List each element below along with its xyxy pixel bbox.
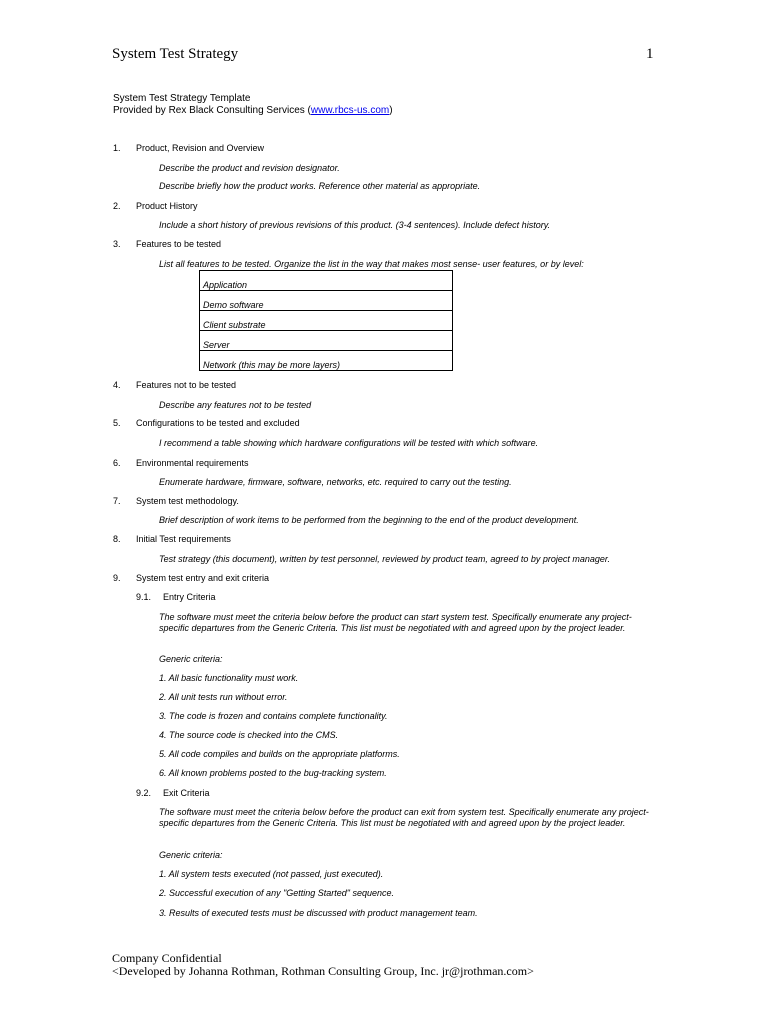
table-cell: Client substrate	[200, 311, 453, 331]
table-row	[200, 351, 453, 371]
section-description: Include a short history of previous revisions of this product. (3-4 sentences). Include defect history.	[159, 220, 551, 230]
criteria-item: 1. All system tests executed (not passed, just executed).	[159, 869, 384, 879]
section-description: Brief description of work items to be performed from the beginning to the end of the product development.	[159, 515, 579, 525]
section-number: 5.	[113, 418, 121, 428]
provider-suffix: )	[389, 105, 393, 116]
section-heading: System test methodology.	[136, 496, 239, 506]
section-heading: Product History	[136, 201, 198, 211]
criteria-item: 5. All code compiles and builds on the appropriate platforms.	[159, 749, 400, 759]
table-cell: Network (this may be more layers)	[200, 351, 453, 371]
generic-criteria-label: Generic criteria:	[159, 850, 223, 860]
table-cell: Application	[200, 271, 453, 291]
subsection-number: 9.1.	[136, 592, 152, 602]
table-cell: Demo software	[200, 291, 453, 311]
rbcs-link[interactable]: www.rbcs-us.com	[310, 105, 390, 116]
table-row	[200, 271, 453, 291]
subsection-heading: Entry Criteria	[163, 592, 216, 602]
features-table	[199, 270, 453, 371]
section-description: List all features to be tested. Organize the list in the way that makes most sense- user features, or by level:	[159, 259, 584, 269]
table-row	[200, 311, 453, 331]
section-heading: Initial Test requirements	[136, 534, 231, 544]
generic-criteria-label: Generic criteria:	[159, 654, 223, 664]
table-row	[200, 291, 453, 311]
subsection-number: 9.2.	[136, 788, 152, 798]
section-heading: Product, Revision and Overview	[136, 143, 265, 153]
footer-confidential: Company Confidential	[112, 951, 222, 965]
section-heading: System test entry and exit criteria	[136, 573, 270, 583]
section-description: Describe the product and revision designator.	[159, 163, 340, 173]
footer-credit: <Developed by Johanna Rothman, Rothman Consulting Group, Inc. jr@jrothman.com>	[112, 964, 534, 978]
section-number: 7.	[113, 496, 121, 506]
section-description: Describe any features not to be tested	[159, 400, 312, 410]
section-number: 4.	[113, 380, 121, 390]
criteria-item: 3. Results of executed tests must be discussed with product management team.	[159, 908, 478, 918]
section-description: Enumerate hardware, firmware, software, networks, etc. required to carry out the testing.	[159, 477, 512, 487]
page-number: 1	[646, 46, 654, 62]
criteria-item: 3. The code is frozen and contains complete functionality.	[159, 711, 388, 721]
section-number: 1.	[113, 143, 121, 153]
provider-prefix: Provided by Rex Black Consulting Services (	[113, 105, 311, 116]
page-title: System Test Strategy	[112, 46, 239, 62]
entry-criteria-paragraph: The software must meet the criteria below before the product can start system test. Specifically enumerate any project-specific departures from the Generic Criteria. This list must be negotiated with and agreed upon by the project leader.	[159, 612, 632, 633]
section-number: 3.	[113, 239, 121, 249]
table-row	[200, 331, 453, 351]
section-description: Describe briefly how the product works. Reference other material as appropriate.	[159, 181, 481, 191]
section-heading: Configurations to be tested and excluded	[136, 418, 300, 428]
criteria-item: 4. The source code is checked into the CMS.	[159, 730, 339, 740]
criteria-item: 2. All unit tests run without error.	[159, 692, 288, 702]
section-number: 9.	[113, 573, 121, 583]
section-number: 2.	[113, 201, 121, 211]
provider-line	[113, 105, 393, 117]
criteria-item: 1. All basic functionality must work.	[159, 673, 299, 683]
table-cell: Server	[200, 331, 453, 351]
template-title: System Test Strategy Template	[113, 93, 251, 104]
section-heading: Features to be tested	[136, 239, 222, 249]
criteria-item: 2. Successful execution of any "Getting Started" sequence.	[159, 888, 395, 898]
criteria-item: 6. All known problems posted to the bug-tracking system.	[159, 768, 387, 778]
section-number: 8.	[113, 534, 121, 544]
section-description: Test strategy (this document), written by test personnel, reviewed by product team, agreed to by project manager.	[159, 554, 611, 564]
exit-criteria-paragraph: The software must meet the criteria below before the product can exit from system test. Specifically enumerate any project-specific departures from the Generic Criteria. This list must be negotiated with and agreed upon by the project leader.	[159, 807, 649, 828]
subsection-heading: Exit Criteria	[163, 788, 210, 798]
section-heading: Features not to be tested	[136, 380, 237, 390]
section-description: I recommend a table showing which hardware configurations will be tested with which software.	[159, 438, 539, 448]
section-number: 6.	[113, 458, 121, 468]
section-heading: Environmental requirements	[136, 458, 249, 468]
